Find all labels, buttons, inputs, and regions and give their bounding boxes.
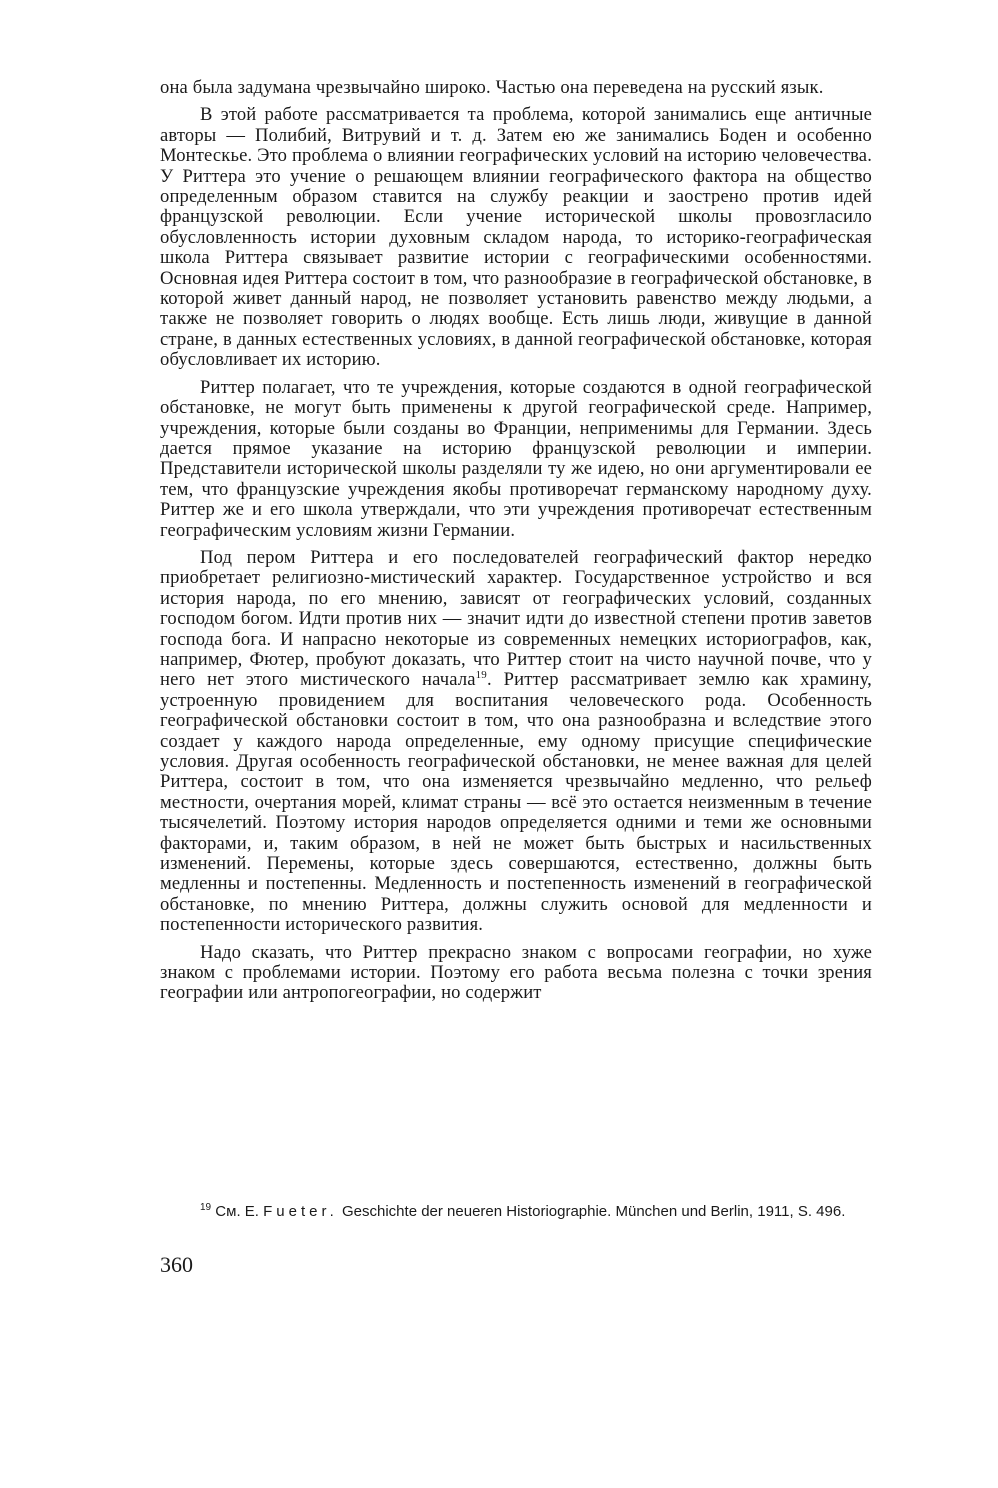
footnote-citation: Geschichte der neueren Historiographie. München und Berlin, 1911, S. 496. [342,1203,846,1220]
paragraph-text-part2: . Риттер рассматривает землю как храмину, устроенную провидением для воспитания человеческого рода. Особенность географической обстановки состоит в том, что она разнообразна и вследствие этого создает у каждого народа определенные, ему одному присущие специфические условия. Другая особенность географической обстановки, не менее важная для целей Риттера, состоит в том, что она изменяется чрезвычайно медленно, что рельеф местности, очертания морей, климат страны — всё это остается неизменным в течение тысячелетий. Поэтому история народов определяется одними и теми же основными факторами, и, таким образом, в ней не может быть быстрых и насильственных изменений. Перемены, которые здесь совершаются, естественно, должны быть медленны и постепенны. Медленность и постепенность изменений в географической обстановке, по мнению Риттера, должны служить основой для медленности и постепенности исторического развития. [160,669,872,936]
footnote-prefix: См. E. [215,1203,259,1220]
paragraph-geography-history: Надо сказать, что Риттер прекрасно знаком с вопросами географии, но хуже знаком с проблемами истории. Поэтому его работа весьма полезна с точки зрения географии или антропогеографии, но содержит [160,941,872,1004]
footnote-marker: 19 [200,1202,212,1213]
paragraph-text-part1: Под пером Риттера и его последователей географический фактор нередко приобретает религиозно-мистический характер. Государственное устройство и вся история народа, по его мнению, зависят от географических условий, созданных господом богом. Идти против них — значит идти до известной степени против заветов господа бога. И напрасно некоторые из современных немецких историографов, как, например, Фютер, пробуют доказать, что Риттер стоит на чисто научной почве, что у него нет этого мистического начала [160,546,872,691]
footnote-author: Fueter. [263,1203,338,1220]
footnote [160,1202,872,1221]
paragraph-ritter-institutions: Риттер полагает, что те учреждения, которые создаются в одной географической обстановке, не могут быть применены к другой географической среде. Например, учреждения, которые были созданы во Франции, неприменимы для Германии. Здесь дается прямое указание на историю французской революции и империи. Представители исторической школы разделяли ту же идею, но они аргументировали ее тем, что французские учреждения якобы противоречат германскому народному духу. Риттер же и его школа утверждали, что эти учреждения противоречат естественным географическим условиям жизни Германии. [160,376,872,541]
paragraph-mystical-factor [160,548,872,936]
page-body [160,78,872,1004]
footnote-reference: 19 [475,669,487,682]
paragraph-ritter-problem: В этой работе рассматривается та проблема, которой занимались еще античные авторы — Полибий, Витрувий и т. д. Затем ею же занимались Боден и особенно Монтескье. Это проблема о влиянии географических условий на историю человечества. У Риттера это учение о решающем влиянии географического фактора на общество определенным образом ставится на службу реакции и заострено против идей французской революции. Если учение исторической школы провозгласило обусловленность истории духовным складом народа, то историко-географическая школа Риттера связывает развитие истории с географическими особенностями. Основная идея Риттера состоит в том, что разнообразие в географической обстановке, в которой живет данный народ, не позволяет установить равенство между людьми, а также не позволяет говорить о людях вообще. Есть лишь люди, живущие в данной стране, в данных естественных условиях, в данной географической обстановке, которая обусловливает их историю. [160,104,872,371]
paragraph-continuation: она была задумана чрезвычайно широко. Частью она переведена на русский язык. [160,77,824,98]
page-number: 360 [160,1252,193,1277]
